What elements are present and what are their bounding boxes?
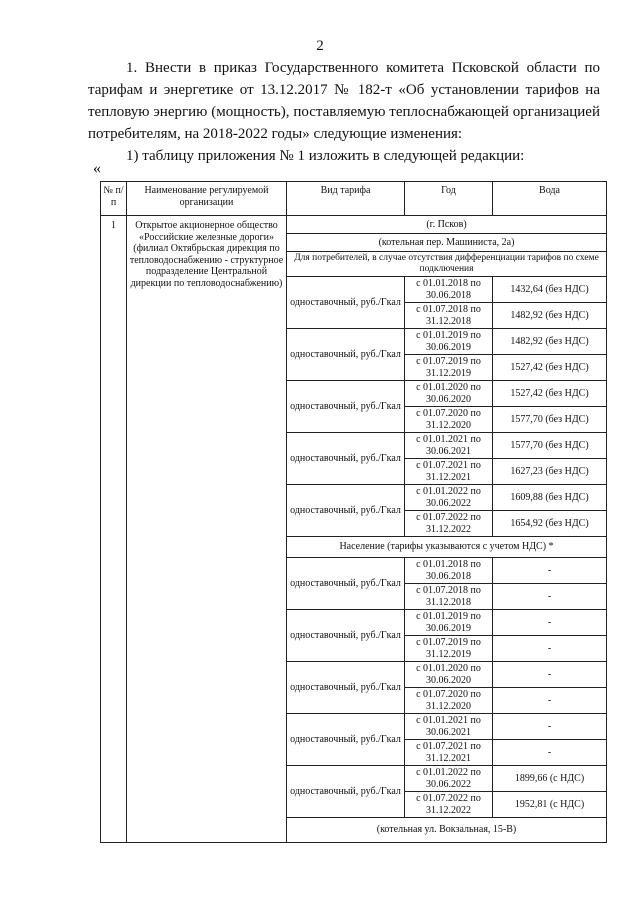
- tariff-type-cell: одноставочный, руб./Гкал: [287, 433, 405, 485]
- price-cell: -: [493, 636, 607, 662]
- opening-quote: «: [93, 160, 101, 177]
- tariff-type-cell: одноставочный, руб./Гкал: [287, 329, 405, 381]
- tariff-type-cell: одноставочный, руб./Гкал: [287, 714, 405, 766]
- period-cell: с 01.01.2018 по 30.06.2018: [405, 558, 493, 584]
- period-cell: с 01.07.2018 по 31.12.2018: [405, 584, 493, 610]
- period-cell: с 01.07.2021 по 31.12.2021: [405, 740, 493, 766]
- header-tariff-type: Вид тарифа: [287, 182, 405, 216]
- price-cell: -: [493, 740, 607, 766]
- boiler-2-label: (котельная ул. Вокзальная, 15-В): [287, 818, 607, 843]
- header-water: Вода: [493, 182, 607, 216]
- price-cell: 1527,42 (без НДС): [493, 381, 607, 407]
- period-cell: с 01.07.2018 по 31.12.2018: [405, 303, 493, 329]
- period-cell: с 01.07.2020 по 31.12.2020: [405, 407, 493, 433]
- price-cell: 1577,70 (без НДС): [493, 407, 607, 433]
- period-cell: с 01.01.2021 по 30.06.2021: [405, 433, 493, 459]
- organization-name: Открытое акционерное общество «Российские железные дороги» (филиал Октябрьская дирекция по тепловодоснабжению - структурное подразделение Центральной дирекции по тепловодоснабжению): [127, 216, 287, 843]
- period-cell: с 01.01.2018 по 30.06.2018: [405, 277, 493, 303]
- page-number: 2: [316, 38, 324, 54]
- price-cell: 1609,88 (без НДС): [493, 485, 607, 511]
- tariff-type-cell: одноставочный, руб./Гкал: [287, 485, 405, 537]
- price-cell: -: [493, 688, 607, 714]
- period-cell: с 01.01.2022 по 30.06.2022: [405, 485, 493, 511]
- period-cell: с 01.01.2020 по 30.06.2020: [405, 381, 493, 407]
- header-num: № п/п: [101, 182, 127, 216]
- price-cell: -: [493, 558, 607, 584]
- price-cell: 1482,92 (без НДС): [493, 329, 607, 355]
- period-cell: с 01.01.2019 по 30.06.2019: [405, 610, 493, 636]
- price-cell: 1952,81 (с НДС): [493, 792, 607, 818]
- tariff-type-cell: одноставочный, руб./Гкал: [287, 766, 405, 818]
- price-cell: 1627,23 (без НДС): [493, 459, 607, 485]
- table-header-row: [101, 182, 607, 216]
- tariff-type-cell: одноставочный, руб./Гкал: [287, 381, 405, 433]
- price-cell: 1654,92 (без НДС): [493, 511, 607, 537]
- period-cell: с 01.01.2022 по 30.06.2022: [405, 766, 493, 792]
- price-cell: 1527,42 (без НДС): [493, 355, 607, 381]
- price-cell: 1432,64 (без НДС): [493, 277, 607, 303]
- tariff-table: [100, 181, 607, 843]
- tariff-type-cell: одноставочный, руб./Гкал: [287, 610, 405, 662]
- header-year: Год: [405, 182, 493, 216]
- price-cell: -: [493, 584, 607, 610]
- intro-text: [88, 57, 600, 167]
- period-cell: с 01.07.2022 по 31.12.2022: [405, 511, 493, 537]
- population-header: Население (тарифы указываются с учетом НДС) *: [287, 537, 607, 558]
- period-cell: с 01.07.2019 по 31.12.2019: [405, 636, 493, 662]
- consumers-header: Для потребителей, в случае отсутствия дифференциации тарифов по схеме подключения: [287, 252, 607, 277]
- intro-paragraph-1: 1. Внести в приказ Государственного комитета Псковской области по тарифам и энергетике от 13.12.2017 № 182-т «Об установлении тарифов на тепловую энергию (мощность), поставляемую теплоснабжающей организацией потребителям, на 2018-2022 годы» следующие изменения:: [88, 60, 600, 142]
- price-cell: 1577,70 (без НДС): [493, 433, 607, 459]
- header-org: Наименование регулируемой организации: [127, 182, 287, 216]
- city-label: (г. Псков): [287, 216, 607, 234]
- period-cell: с 01.01.2019 по 30.06.2019: [405, 329, 493, 355]
- period-cell: с 01.01.2020 по 30.06.2020: [405, 662, 493, 688]
- period-cell: с 01.07.2019 по 31.12.2019: [405, 355, 493, 381]
- tariff-type-cell: одноставочный, руб./Гкал: [287, 558, 405, 610]
- tariff-type-cell: одноставочный, руб./Гкал: [287, 277, 405, 329]
- period-cell: с 01.07.2021 по 31.12.2021: [405, 459, 493, 485]
- price-cell: 1482,92 (без НДС): [493, 303, 607, 329]
- tariff-type-cell: одноставочный, руб./Гкал: [287, 662, 405, 714]
- price-cell: 1899,66 (с НДС): [493, 766, 607, 792]
- period-cell: с 01.07.2022 по 31.12.2022: [405, 792, 493, 818]
- row-number: 1: [101, 216, 127, 843]
- period-cell: с 01.07.2020 по 31.12.2020: [405, 688, 493, 714]
- price-cell: -: [493, 662, 607, 688]
- boiler-1-label: (котельная пер. Машиниста, 2а): [287, 234, 607, 252]
- period-cell: с 01.01.2021 по 30.06.2021: [405, 714, 493, 740]
- intro-paragraph-2: 1) таблицу приложения № 1 изложить в следующей редакции:: [126, 148, 525, 164]
- price-cell: -: [493, 714, 607, 740]
- price-cell: -: [493, 610, 607, 636]
